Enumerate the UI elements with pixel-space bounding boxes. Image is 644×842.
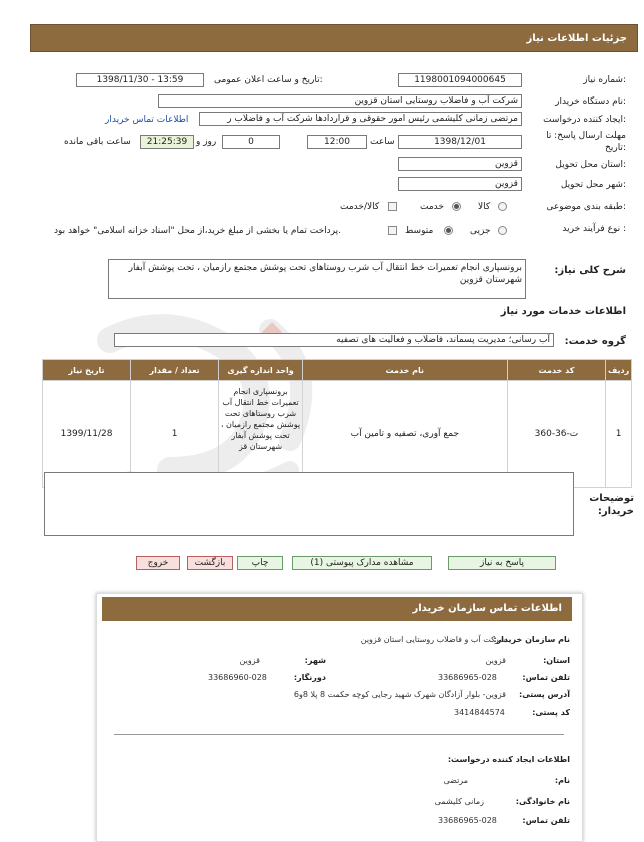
cell-code: ت-36-360 — [507, 381, 606, 488]
reply-button[interactable]: پاسخ به نیاز — [448, 556, 556, 570]
time-field[interactable]: 12:00 — [307, 135, 367, 149]
page-title: جزئیات اطلاعات نیاز — [30, 24, 638, 52]
process-radio-medium[interactable] — [444, 226, 453, 235]
announce-field[interactable]: 1398/11/30 - 13:59 — [76, 73, 204, 87]
org-label: نام سازمان خریدار: — [493, 635, 570, 644]
cell-date: 1399/11/28 — [43, 381, 131, 488]
process-label: نوع فرآیند خرید : — [562, 224, 626, 234]
announce-label: تاریخ و ساعت اعلان عمومی: — [214, 75, 323, 85]
contact-divider — [114, 734, 564, 735]
creator-field[interactable]: مرتضی زمانی کلیشمی رئیس امور حقوقی و قراردادها شرکت آب و فاضلاب ر — [199, 112, 522, 126]
province-label: استان محل تحویل: — [555, 160, 626, 170]
desc-label: توضیحات خریدار: — [589, 493, 634, 517]
col-qty: تعداد / مقدار — [131, 360, 219, 381]
c-name-label: نام: — [554, 776, 570, 785]
cell-name: جمع آوری، تصفیه و تامین آب — [302, 381, 507, 488]
col-code: کد خدمت — [507, 360, 606, 381]
category-service-label: خدمت — [420, 202, 444, 212]
desc-field[interactable] — [44, 472, 574, 536]
col-name: نام خدمت — [302, 360, 507, 381]
cell-row: 1 — [606, 381, 632, 488]
category-goods-label: کالا — [478, 202, 491, 212]
table-header-row — [43, 360, 632, 381]
c-address-value: قزوین- بلوار آزادگان شهرک شهید رجایی کوچه حکمت 8 پلا 8و6 — [293, 690, 506, 699]
time-label: ساعت — [370, 137, 395, 147]
payment-note: پرداخت تمام یا بخشی از مبلغ خرید،از محل "اسناد خزانه اسلامی" خواهد بود. — [54, 226, 342, 236]
deadline-label: مهلت ارسال پاسخ: تا — [546, 131, 626, 141]
need-number-field[interactable]: 1198001094000645 — [398, 73, 522, 87]
c-fax-label: دورنگار: — [293, 673, 326, 682]
summary-label: شرح کلی نیاز: — [554, 265, 626, 276]
need-number-label: شماره نیاز: — [583, 75, 626, 85]
process-minor-label: جزیی — [470, 226, 491, 236]
category-radio-goods[interactable] — [498, 202, 507, 211]
c-fax-value: 33686960-028 — [208, 673, 267, 682]
city-label: شهر محل تحویل: — [560, 180, 626, 190]
docs-button[interactable]: مشاهده مدارک پیوستی (1) — [292, 556, 432, 570]
contact-link[interactable]: اطلاعات تماس خریدار — [105, 115, 189, 125]
cell-unit-text: برونسپاری انجام تعمیرات خط انتقال آب شرب روستاهای تحت پوشش مجتمع رازمیان ، تحت پوشش آبفار شهرستان قز — [220, 387, 301, 451]
buyer-field[interactable]: شرکت آب و فاضلاب روستایی استان قزوین — [158, 94, 522, 108]
services-title: اطلاعات خدمات مورد نیاز — [500, 306, 626, 317]
services-table — [42, 359, 632, 488]
remaining-label: ساعت باقی مانده — [64, 137, 131, 147]
days-label: روز و — [196, 137, 217, 147]
category-radio-service[interactable] — [452, 202, 461, 211]
c-name-value: مرتضی — [443, 776, 468, 785]
creator-info-title: اطلاعات ایجاد کننده درخواست: — [447, 755, 570, 764]
c-address-label: آدرس پستی: — [519, 690, 570, 699]
c-family-label: نام خانوادگی: — [515, 797, 570, 806]
c-phone-value: 33686965-028 — [438, 673, 497, 682]
print-button[interactable]: چاپ — [237, 556, 283, 570]
c-province-value: قزوین — [485, 656, 506, 665]
deadline-label-2: تاریخ: — [605, 143, 626, 153]
service-group-label: گروه خدمت: — [564, 336, 626, 347]
category-label: طبقه بندی موضوعی: — [546, 202, 626, 212]
days-field[interactable]: 0 — [222, 135, 280, 149]
process-radio-minor[interactable] — [498, 226, 507, 235]
contact-card — [96, 593, 583, 842]
service-group-field[interactable]: آب رسانی؛ مدیریت پسماند، فاضلاب و فعالیت های تصفیه — [114, 333, 554, 347]
org-value: شرکت آب و فاضلاب روستایی استان قزوین — [360, 635, 506, 644]
payment-checkbox[interactable] — [388, 226, 397, 235]
c-province-label: استان: — [543, 656, 570, 665]
c-city-value: قزوین — [239, 656, 260, 665]
c-cphone-value: 33686965-028 — [438, 816, 497, 825]
cell-qty: 1 — [131, 381, 219, 488]
category-both-label: کالا/خدمت — [340, 202, 380, 212]
back-button[interactable]: بازگشت — [187, 556, 233, 570]
exit-button[interactable]: خروج — [136, 556, 180, 570]
col-unit: واحد اندازه گیری — [219, 360, 303, 381]
category-check-both[interactable] — [388, 202, 397, 211]
contact-card-title: اطلاعات تماس سازمان خریدار — [102, 597, 572, 621]
creator-label: ایجاد کننده درخواست: — [543, 115, 626, 125]
c-cphone-label: تلفن تماس: — [522, 816, 570, 825]
c-phone-label: تلفن تماس: — [522, 673, 570, 682]
c-family-value: زمانی کلیشمی — [434, 797, 484, 806]
c-city-label: شهر: — [304, 656, 326, 665]
col-row: ردیف — [606, 360, 632, 381]
c-postal-value: 3414844574 — [454, 708, 505, 717]
process-medium-label: متوسط — [405, 226, 434, 236]
buyer-label: نام دستگاه خریدار: — [555, 97, 626, 107]
remaining-time-field: 21:25:39 — [140, 135, 194, 149]
c-postal-label: کد پستی: — [532, 708, 570, 717]
city-field[interactable]: قزوین — [398, 177, 522, 191]
col-date: تاریخ نیاز — [43, 360, 131, 381]
deadline-date-field[interactable]: 1398/12/01 — [398, 135, 522, 149]
province-field[interactable]: قزوین — [398, 157, 522, 171]
summary-field[interactable]: برونسپاری انجام تعمیرات خط انتقال آب شرب روستاهای تحت پوشش مجتمع رازمیان ، تحت پوشش آبفار شهرستان قزوین — [108, 259, 526, 299]
